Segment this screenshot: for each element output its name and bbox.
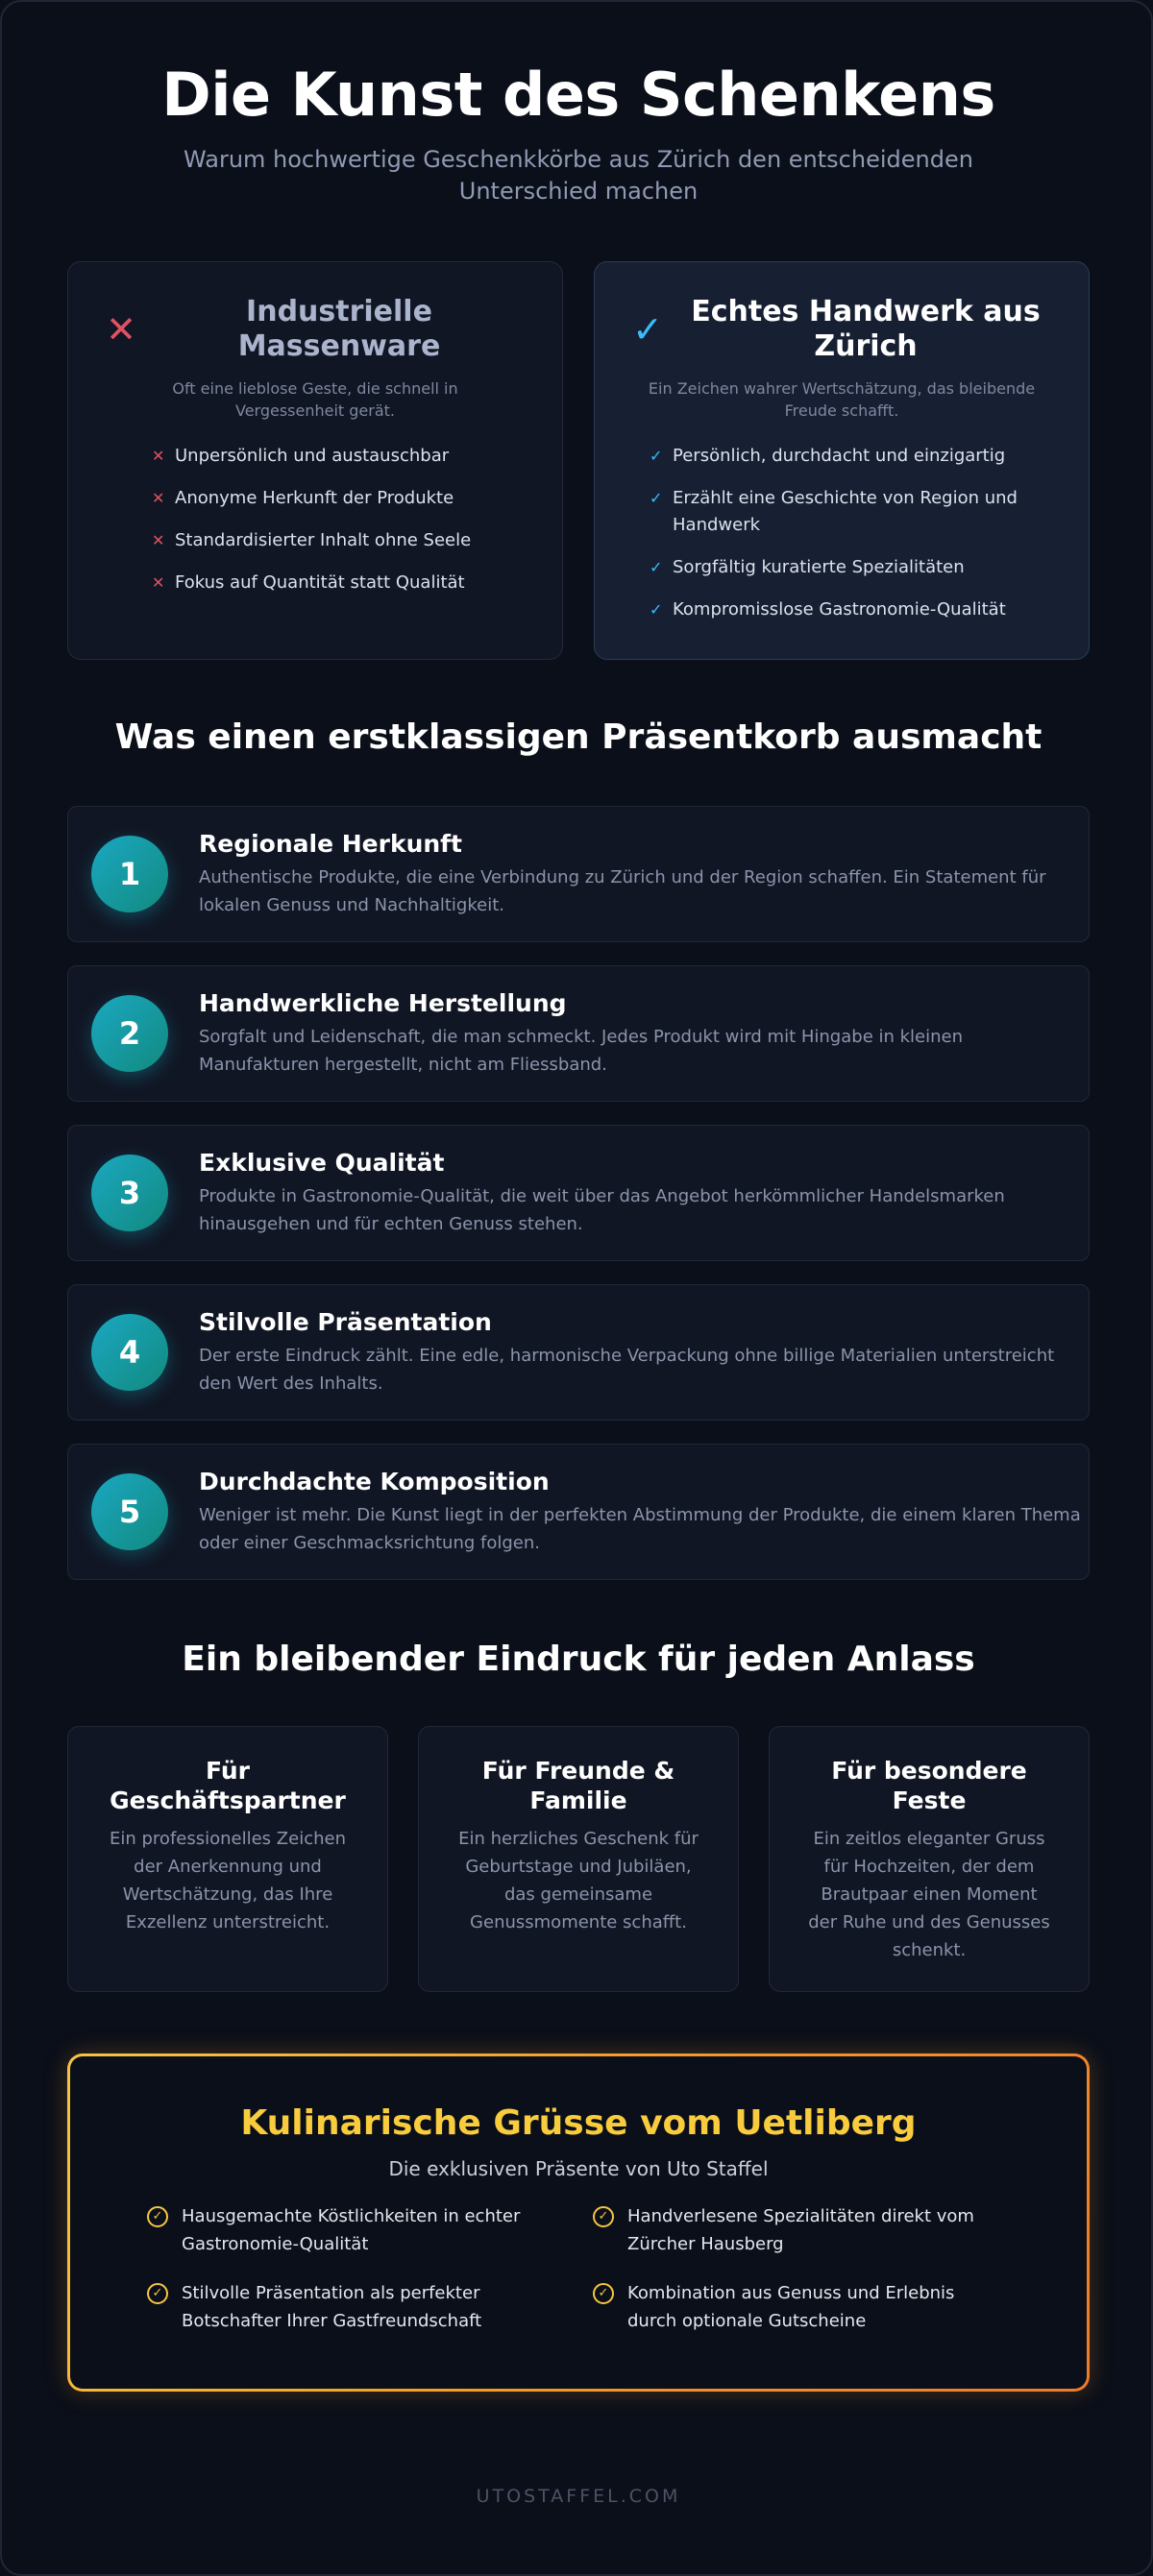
list-item: ✓ Sorgfältig kuratierte Spezialitäten bbox=[650, 554, 1034, 581]
page-title: Die Kunst des Schenkens bbox=[161, 60, 995, 130]
positive-list bbox=[650, 443, 1034, 623]
list-item: ✕ Fokus auf Quantität statt Qualität bbox=[152, 570, 478, 596]
hero bbox=[2, 60, 1153, 207]
occasion-description: Ein professionelles Zeichen der Anerkennung und Wertschätzung, das Ihre Exzellenz unterstreicht. bbox=[110, 1829, 346, 1932]
occasion-title: Für Geschäftspartner bbox=[110, 1757, 346, 1814]
feature-row bbox=[67, 965, 1090, 1102]
mass-product-card bbox=[67, 261, 563, 660]
x-icon: ✕ bbox=[106, 308, 136, 351]
feature-row bbox=[67, 806, 1090, 942]
promo-benefit: ✓ Kombination aus Genuss und Erlebnis durch optionale Gutscheine bbox=[593, 2279, 996, 2335]
step-number-badge: 4 bbox=[91, 1314, 168, 1391]
occasion-description: Ein herzliches Geschenk für Geburtstage und Jubiläen, das gemeinsame Genussmomente schafft. bbox=[458, 1829, 699, 1932]
check-circle-icon: ✓ bbox=[593, 2206, 614, 2227]
list-item: ✕ Unpersönlich und austauschbar bbox=[152, 443, 478, 470]
card-title: Echtes Handwerk aus Zürich bbox=[691, 295, 1041, 363]
card-title: Industrielle Massenware bbox=[237, 295, 441, 363]
occasion-description: Ein zeitlos eleganter Gruss für Hochzeiten, der dem Brautpaar einen Moment der Ruhe und des Genusses schenkt. bbox=[808, 1829, 1050, 1960]
page-subtitle: Warum hochwertige Geschenkkörbe aus Zürich den entscheidenden Unterschied machen bbox=[184, 146, 973, 205]
feature-description: Der erste Eindruck zählt. Eine edle, harmonische Verpackung ohne billige Materialien unterstreicht den Wert des Inhalts. bbox=[199, 1346, 1055, 1394]
x-icon: ✕ bbox=[152, 447, 165, 465]
list-item: ✕ Standardisierter Inhalt ohne Seele bbox=[152, 527, 478, 554]
occasions-heading: Ein bleibender Eindruck für jeden Anlass bbox=[182, 1640, 975, 1679]
x-icon: ✕ bbox=[152, 573, 165, 592]
list-item: ✓ Erzählt eine Geschichte von Region und Handwerk bbox=[650, 485, 1034, 539]
list-item: ✕ Anonyme Herkunft der Produkte bbox=[152, 485, 478, 512]
feature-row bbox=[67, 1284, 1090, 1421]
feature-description: Authentische Produkte, die eine Verbindung zu Zürich und der Region schaffen. Ein Statement für lokalen Genuss und Nachhaltigkeit. bbox=[199, 867, 1046, 915]
check-circle-icon: ✓ bbox=[593, 2283, 614, 2304]
list-item: ✓ Kompromisslose Gastronomie-Qualität bbox=[650, 596, 1034, 623]
check-icon: ✓ bbox=[650, 558, 663, 576]
card-subtitle: Oft eine lieblose Geste, die schnell in Vergessenheit gerät. bbox=[172, 379, 458, 420]
feature-row bbox=[67, 1444, 1090, 1580]
occasion-title: Für besondere Feste bbox=[831, 1757, 1027, 1814]
feature-title: Stilvolle Präsentation bbox=[199, 1308, 492, 1336]
feature-title: Durchdachte Komposition bbox=[199, 1468, 550, 1495]
check-circle-icon: ✓ bbox=[147, 2283, 168, 2304]
check-circle-icon: ✓ bbox=[147, 2206, 168, 2227]
footer-link[interactable]: UTOSTAFFEL.COM bbox=[476, 2486, 681, 2507]
handcraft-card bbox=[594, 261, 1090, 660]
promo-benefit: ✓ Stilvolle Präsentation als perfekter Botschafter Ihrer Gastfreundschaft bbox=[147, 2279, 551, 2335]
feature-title: Regionale Herkunft bbox=[199, 830, 462, 858]
occasion-card-business bbox=[67, 1726, 388, 1992]
promo-benefit: ✓ Hausgemachte Köstlichkeiten in echter Gastronomie-Qualität bbox=[147, 2202, 551, 2258]
feature-description: Weniger ist mehr. Die Kunst liegt in der perfekten Abstimmung der Produkte, die einem klaren Thema oder einer Geschmacksrichtung folgen. bbox=[199, 1505, 1081, 1553]
promo-benefits bbox=[70, 2202, 1087, 2366]
promo-benefit: ✓ Handverlesene Spezialitäten direkt vom Zürcher Hausberg bbox=[593, 2202, 996, 2258]
promo-title: Kulinarische Grüsse vom Uetliberg bbox=[240, 2103, 917, 2143]
x-icon: ✕ bbox=[152, 489, 165, 507]
card-subtitle: Ein Zeichen wahrer Wertschätzung, das bleibende Freude schafft. bbox=[648, 379, 1036, 420]
check-icon: ✓ bbox=[632, 308, 663, 351]
occasion-card-family bbox=[418, 1726, 739, 1992]
negative-list bbox=[152, 443, 478, 596]
check-icon: ✓ bbox=[650, 447, 663, 465]
list-item: ✓ Persönlich, durchdacht und einzigartig bbox=[650, 443, 1034, 470]
check-icon: ✓ bbox=[650, 600, 663, 619]
step-number-badge: 5 bbox=[91, 1473, 168, 1550]
feature-description: Sorgfalt und Leidenschaft, die man schmeckt. Jedes Produkt wird mit Hingabe in kleinen Manufakturen hergestellt, nicht am Fliessband. bbox=[199, 1027, 964, 1075]
check-icon: ✓ bbox=[650, 489, 663, 507]
x-icon: ✕ bbox=[152, 531, 165, 549]
feature-title: Exklusive Qualität bbox=[199, 1149, 445, 1177]
features-heading: Was einen erstklassigen Präsentkorb ausmacht bbox=[114, 717, 1043, 757]
feature-title: Handwerkliche Herstellung bbox=[199, 989, 567, 1017]
feature-description: Produkte in Gastronomie-Qualität, die weit über das Angebot herkömmlicher Handelsmarken hinausgehen und für echten Genuss stehen. bbox=[199, 1186, 1005, 1234]
occasion-title: Für Freunde & Familie bbox=[481, 1757, 675, 1814]
step-number-badge: 3 bbox=[91, 1154, 168, 1231]
step-number-badge: 1 bbox=[91, 836, 168, 912]
promo-box bbox=[67, 2054, 1090, 2392]
promo-subtitle: Die exklusiven Präsente von Uto Staffel bbox=[388, 2157, 769, 2180]
feature-row bbox=[67, 1125, 1090, 1261]
step-number-badge: 2 bbox=[91, 995, 168, 1072]
occasion-card-celebrations bbox=[769, 1726, 1090, 1992]
